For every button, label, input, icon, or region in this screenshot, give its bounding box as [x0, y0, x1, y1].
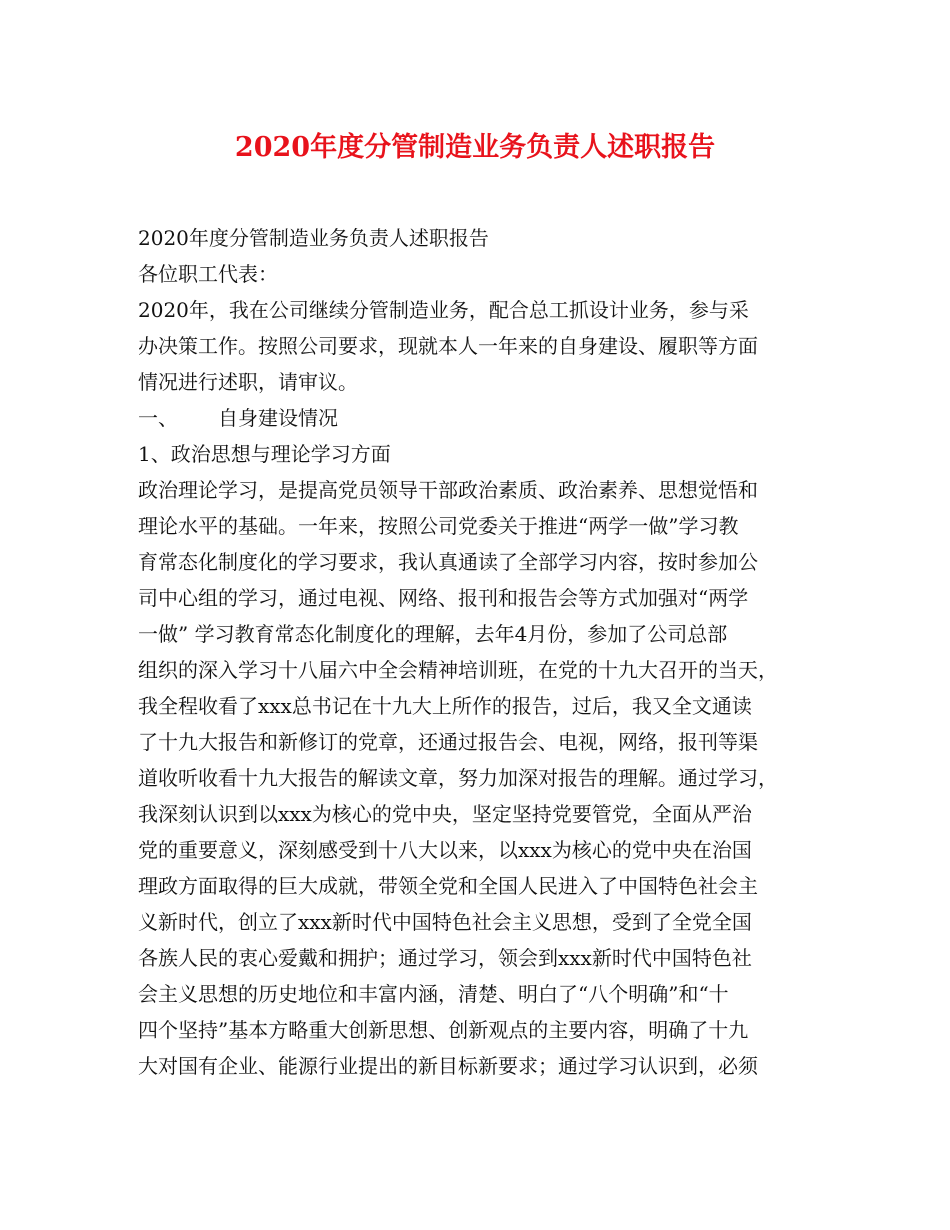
body-line: 政治理论学习，是提高党员领导干部政治素质、政治素养、思想觉悟和 [138, 478, 758, 502]
body-line: 理政方面取得的巨大成就，带领全党和全国人民进入了中国特色社会主 [138, 874, 758, 898]
body-line: 各族人民的衷心爱戴和拥护；通过学习，领会到xxx新时代中国特色社 [138, 946, 752, 970]
body-line: 2020年度分管制造业务负责人述职报告 [138, 226, 489, 250]
body-line: 会主义思想的历史地位和丰富内涵，清楚、明白了“八个明确”和“十 [138, 982, 729, 1006]
section-number: 一、 [138, 406, 178, 430]
body-line: 组织的深入学习十八届六中全会精神培训班，在党的十九大召开的当天， [138, 658, 778, 682]
section-title: 自身建设情况 [218, 406, 338, 430]
body-line: 四个坚持”基本方略重大创新思想、创新观点的主要内容，明确了十九 [138, 1018, 749, 1042]
document-body [138, 220, 818, 1084]
body-line: 办决策工作。按照公司要求，现就本人一年来的自身建设、履职等方面 [138, 334, 758, 358]
body-line: 大对国有企业、能源行业提出的新目标新要求；通过学习认识到，必须 [138, 1054, 758, 1078]
body-line: 育常态化制度化的学习要求，我认真通读了全部学习内容，按时参加公 [138, 550, 758, 574]
body-line: 我全程收看了xxx总书记在十九大上所作的报告，过后，我又全文通读 [138, 694, 752, 718]
subsection-heading: 1、政治思想与理论学习方面 [138, 442, 391, 466]
body-line: 我深刻认识到以xxx为核心的党中央，坚定坚持党要管党，全面从严治 [138, 802, 752, 826]
body-line: 党的重要意义，深刻感受到十八大以来，以xxx为核心的党中央在治国 [138, 838, 752, 862]
body-line: 道收听收看十九大报告的解读文章，努力加深对报告的理解。通过学习， [138, 766, 778, 790]
body-line: 理论水平的基础。一年来，按照公司党委关于推进“两学一做”学习教 [138, 514, 739, 538]
body-line: 了十九大报告和新修订的党章，还通过报告会、电视，网络，报刊等渠 [138, 730, 758, 754]
section-heading [138, 400, 818, 436]
body-line: 2020年，我在公司继续分管制造业务，配合总工抓设计业务，参与采 [138, 298, 749, 322]
body-line: 司中心组的学习，通过电视、网络、报刊和报告会等方式加强对“两学 [138, 586, 749, 610]
document-title: 2020年度分管制造业务负责人述职报告 [234, 132, 716, 163]
body-line: 一做” 学习教育常态化制度化的理解，去年4月份，参加了公司总部 [138, 622, 728, 646]
salutation: 各位职工代表： [138, 262, 278, 286]
body-line: 情况进行述职，请审议。 [138, 370, 358, 394]
body-line: 义新时代，创立了xxx新时代中国特色社会主义思想，受到了全党全国 [138, 910, 752, 934]
